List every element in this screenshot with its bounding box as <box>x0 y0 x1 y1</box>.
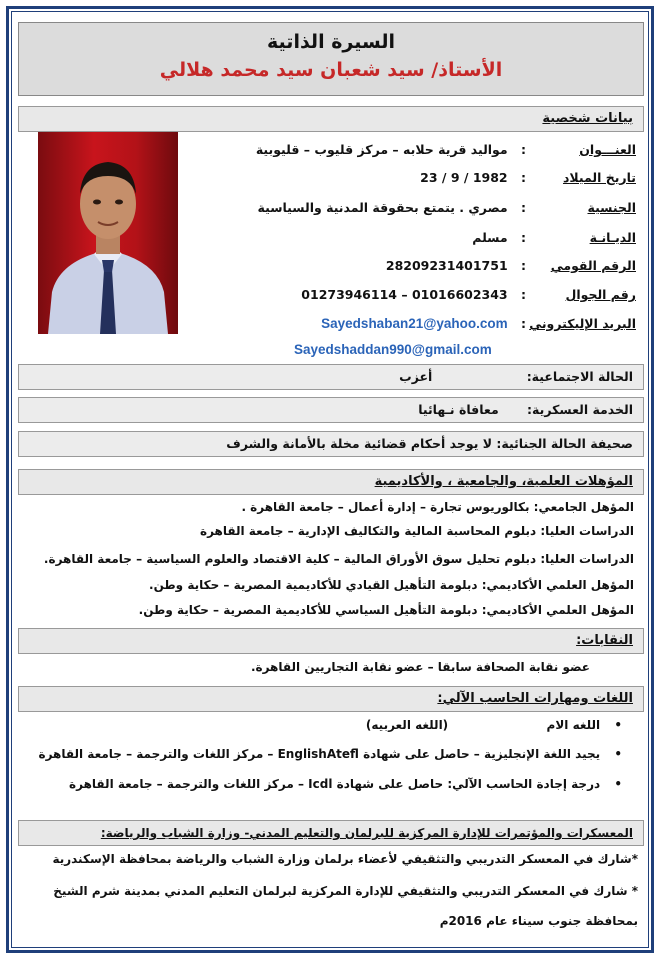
field-birthdate: تاريخ الميلاد: 1982 / 9 / 23 <box>420 170 636 185</box>
camps-section-title: المعسكرات والمؤتمرات للإدارة المركزية للبرلمان والتعليم المدني- وزارة الشباب والرياضة: <box>18 820 644 846</box>
criminal-record-text: صحيفة الحالة الجنائية: لا يوجد أحكام قضائية مخلة بالأمانة والشرف <box>226 436 633 451</box>
language-label: اللغه الام <box>546 718 601 732</box>
field-mobile: رقم الجوال: 01016602343 – 01273946114 <box>301 287 636 302</box>
field-national-id: الرقم القومي: 28209231401751 <box>385 258 636 273</box>
languages-section-title: اللغات ومهارات الحاسب الآلي: <box>18 686 644 712</box>
email-link[interactable]: Sayedshaban21@yahoo.com <box>321 316 508 331</box>
language-value: (اللغه العربيه) <box>365 718 449 732</box>
camp-line: بمحافظة جنوب سيناء عام 2016م <box>439 914 638 928</box>
language-value: يجيد اللغة الإنجليزية – حاصل على شهادة EnglishAtefl – مركز اللغات والترجمة – جامعة القاهرة <box>38 747 601 761</box>
education-item: المؤهل العلمي الأكاديمي: دبلومة التأهيل السياسي للأكاديمية المصرية – حكاية وطن. <box>138 603 634 617</box>
marital-status-bar <box>18 364 644 390</box>
field-value: مسلم <box>472 230 508 245</box>
unions-section-title: النقابات: <box>18 628 644 654</box>
field-label: العنـــوان <box>579 142 636 157</box>
person-name: الأستاذ/ سيد شعبان سيد محمد هلالي <box>159 59 503 81</box>
language-item <box>366 718 622 732</box>
field-label: تاريخ الميلاد <box>562 170 636 185</box>
field-email-2 <box>294 342 492 357</box>
military-label: الخدمة العسكرية: <box>527 402 633 417</box>
marital-label: الحالة الاجتماعية: <box>526 369 633 384</box>
language-item <box>69 777 622 791</box>
person-portrait-icon <box>38 132 178 334</box>
field-label: البريد الإليكتروني <box>529 316 636 331</box>
education-section-title: المؤهلات العلمية، والجامعية ، والأكاديمية <box>18 469 644 495</box>
education-item: الدراسات العليا: دبلوم المحاسبة المالية والتكاليف الإدارية – جامعة القاهرة <box>200 524 634 538</box>
profile-photo <box>38 132 178 334</box>
bullet-icon: • <box>614 718 622 732</box>
criminal-record-bar <box>18 431 644 457</box>
unions-text: عضو نقابة الصحافة سابقا – عضو نقابة التجاريين القاهرة. <box>250 660 590 674</box>
marital-value: أعزب <box>399 369 433 384</box>
bullet-icon: • <box>614 747 622 761</box>
camp-line: *شارك في المعسكر التدريبي والتثقيفي لأعضاء برلمان وزارة الشباب والرياضة بمحافظة الإسكندرية <box>52 852 638 866</box>
field-label: الجنسية <box>587 200 636 215</box>
field-value: 01016602343 – 01273946114 <box>301 287 508 302</box>
education-item: المؤهل العلمي الأكاديمي: دبلومة التأهيل القيادي للأكاديمية المصرية – حكاية وطن. <box>149 578 634 592</box>
field-nationality: الجنسية: مصري . يتمتع بحقوقة المدنية والسياسية <box>257 200 636 215</box>
bullet-icon: • <box>614 777 622 791</box>
field-address: العنـــوان: مواليد قرية حلابه – مركز قليوب – قليوبية <box>255 142 636 157</box>
military-value: معافاة نـهائيا <box>418 402 499 417</box>
field-email: البريد الإليكتروني: Sayedshaban21@yahoo.com <box>321 316 636 331</box>
field-label: الديـانـة <box>589 230 636 245</box>
field-religion: الديـانـة: مسلم <box>472 230 636 245</box>
document-title: السيرة الذاتية <box>267 31 395 53</box>
email-link-2[interactable]: Sayedshaddan990@gmail.com <box>294 342 492 357</box>
title-box <box>18 22 644 96</box>
camp-line: * شارك في المعسكر التدريبي والتثقيفي للإدارة المركزية لبرلمان التعليم المدني بمدينة شرم الشيخ <box>53 884 638 898</box>
field-label: الرقم القومي <box>550 258 636 273</box>
field-value: مواليد قرية حلابه – مركز قليوب – قليوبية <box>255 142 508 157</box>
education-item: الدراسات العليا: دبلوم تحليل سوق الأوراق المالية – كلية الاقتصاد والعلوم السياسية – جامعة القاهرة. <box>43 552 634 566</box>
education-item: المؤهل الجامعي: بكالوريوس تجارة – إدارة أعمال – جامعة القاهرة . <box>241 500 634 514</box>
military-status-bar <box>18 397 644 423</box>
personal-section-title: بيانات شخصية <box>18 106 644 132</box>
field-value: 28209231401751 <box>385 258 508 273</box>
field-label: رقم الجوال <box>565 287 636 302</box>
field-value: 1982 / 9 / 23 <box>420 170 508 185</box>
language-item <box>38 747 622 761</box>
language-value: درجة إجادة الحاسب الآلي: حاصل على شهادة Icdl – مركز اللغات والترجمة – جامعة القاهرة <box>69 777 601 791</box>
field-value: مصري . يتمتع بحقوقة المدنية والسياسية <box>257 200 508 215</box>
